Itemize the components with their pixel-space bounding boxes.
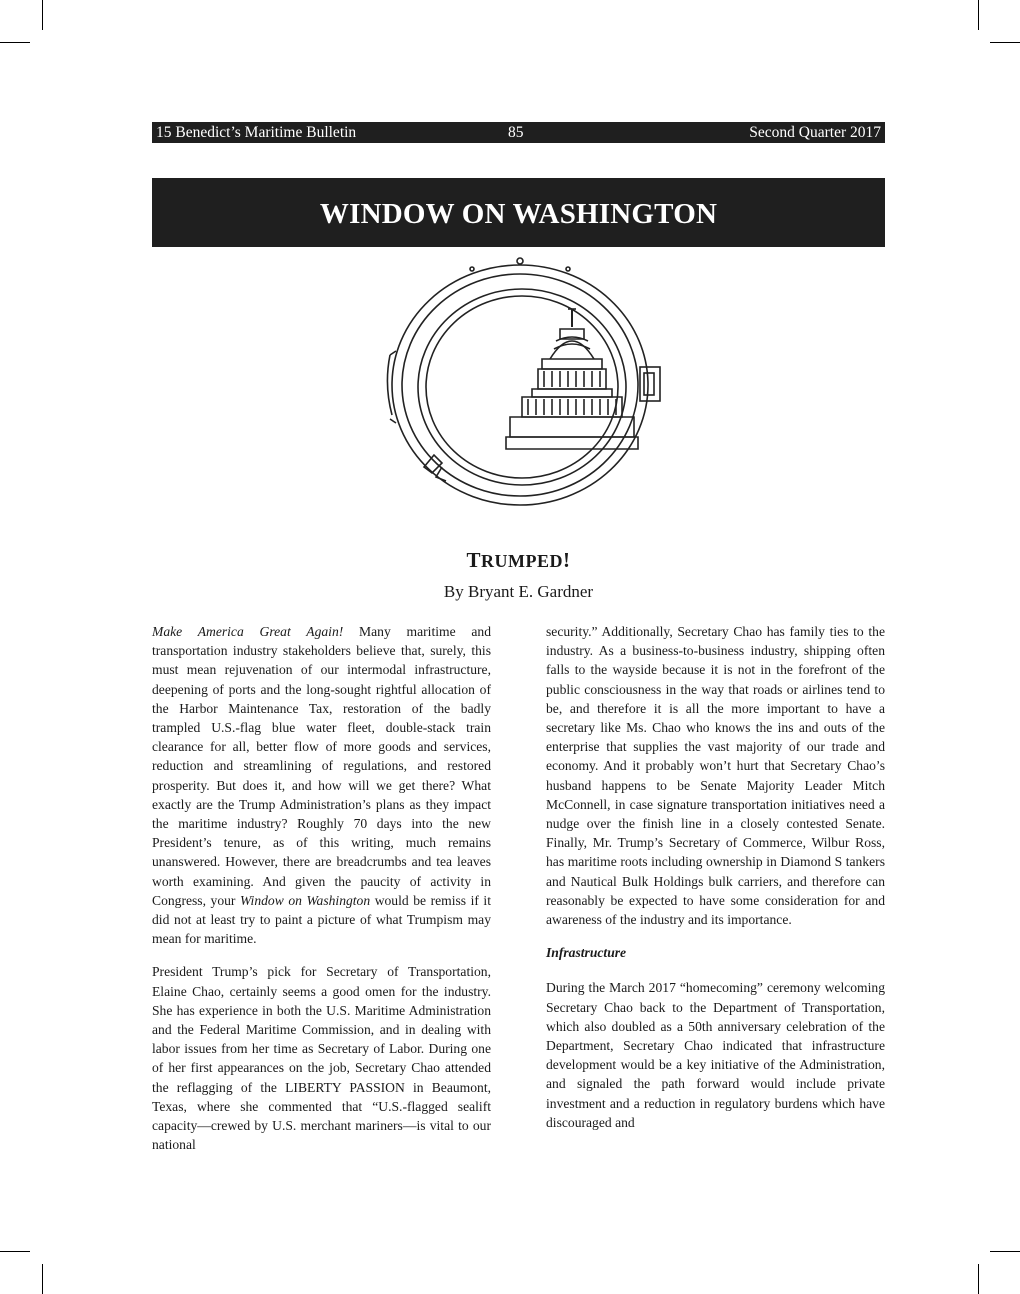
- paragraph-1: [152, 622, 491, 948]
- paragraph-3: security.” Additionally, Secretary Chao has family ties to the industry. As a business-to-business industry, shipping often falls to the wayside because it is not in the forefront of the public consciousness in the way that roads or airlines tend to be, and therefore it is all the more important to have a secretary like Ms. Chao who knows the ins and outs of the enterprise that supplies the vast majority of our trade and economy. And it probably won’t hurt that Secretary Chao’s husband happens to be Senate Majority Leader Mitch McConnell, in case signature transportation initiatives need a nudge over the finish line in a closely contested Senate. Finally, Mr. Trump’s Secretary of Commerce, Wilbur Ross, has maritime roots including ownership in Diamond S tankers and Nautical Bulk Holdings bulk carriers, and therefore can reasonably be expected to have some consideration for and awareness of the industry and its importance.: [546, 624, 885, 928]
- subheading-infrastructure: Infrastructure: [546, 945, 627, 961]
- header-publication: 15 Benedict’s Maritime Bulletin: [156, 124, 357, 141]
- crop-mark: [978, 0, 979, 30]
- paragraph-4: During the March 2017 “homecoming” ceremony welcoming Secretary Chao back to the Department of Transportation, which also doubled as a 50th anniversary celebration of the Department, Secretary Chao indicated that infrastructure development would be a key initiative of the Administration, and signaled the path forward would include private investment and a reduction in regulatory burdens which have discouraged and: [546, 980, 885, 1130]
- column-name-italic: Window on Washington: [239, 892, 371, 908]
- paragraph-2: President Trump’s pick for Secretary of Transportation, Elaine Chao, certainly seems a good omen for the industry. She has experience in both the U.S. Maritime Administration and the Federal Maritime Commission, and in dealing with labor issues from her time as Secretary of Labor. During one of her first appearances on the job, Secretary Chao attended the reflagging of the LIBERTY PASSION in Beaumont, Texas, where she commented that “U.S.-flagged sealift capacity—crewed by U.S. merchant mariners—is vital to our national: [152, 964, 491, 1153]
- article-title-rest: RUMPED: [481, 551, 563, 571]
- right-column: [546, 622, 885, 1132]
- paragraph-1-end: would be remiss if it did not at least try to paint a picture of what Trumpism may mean for maritime.: [152, 892, 491, 947]
- crop-mark: [42, 1264, 43, 1294]
- header-issue: Second Quarter 2017: [749, 124, 881, 141]
- article-title: [152, 548, 885, 573]
- page-number: 85: [508, 124, 524, 141]
- article-title-end: !: [563, 548, 571, 572]
- left-column: [152, 622, 491, 1154]
- crop-mark: [0, 42, 30, 43]
- crop-mark: [978, 1264, 979, 1294]
- section-title: WINDOW ON WASHINGTON: [152, 178, 885, 247]
- running-header: [152, 122, 885, 143]
- crop-mark: [990, 1251, 1020, 1252]
- slogan-italic: Make America Great Again!: [152, 624, 344, 639]
- paragraph-1-text: Many maritime and transportation industry stakeholders believe that, surely, this must mean rejuvenation of our intermodal infrastructure, deepening of ports and the long-sought rightful allocation of the Harbor Maintenance Tax, restoration of the badly trampled U.S.-flag blue water fleet, double-stack train clearance for all, better flow of more goods and services, reduction and streamlining of regulations, and restored prosperity. But does it, and how will we get there? What exactly are the Trump Administration’s plans as they impact the maritime industry? Roughly 70 days into the new President’s tenure, as of this writing, much remains unanswered. However, there are breadcrumbs and tea leaves worth examining. And given the paucity of activity in Congress, your: [152, 624, 492, 908]
- crop-mark: [990, 42, 1020, 43]
- crop-mark: [0, 1251, 30, 1252]
- porthole-capitol-icon: [382, 255, 672, 517]
- byline: By Bryant E. Gardner: [443, 582, 594, 601]
- crop-mark: [42, 0, 43, 30]
- article-title-first-letter: T: [466, 548, 481, 572]
